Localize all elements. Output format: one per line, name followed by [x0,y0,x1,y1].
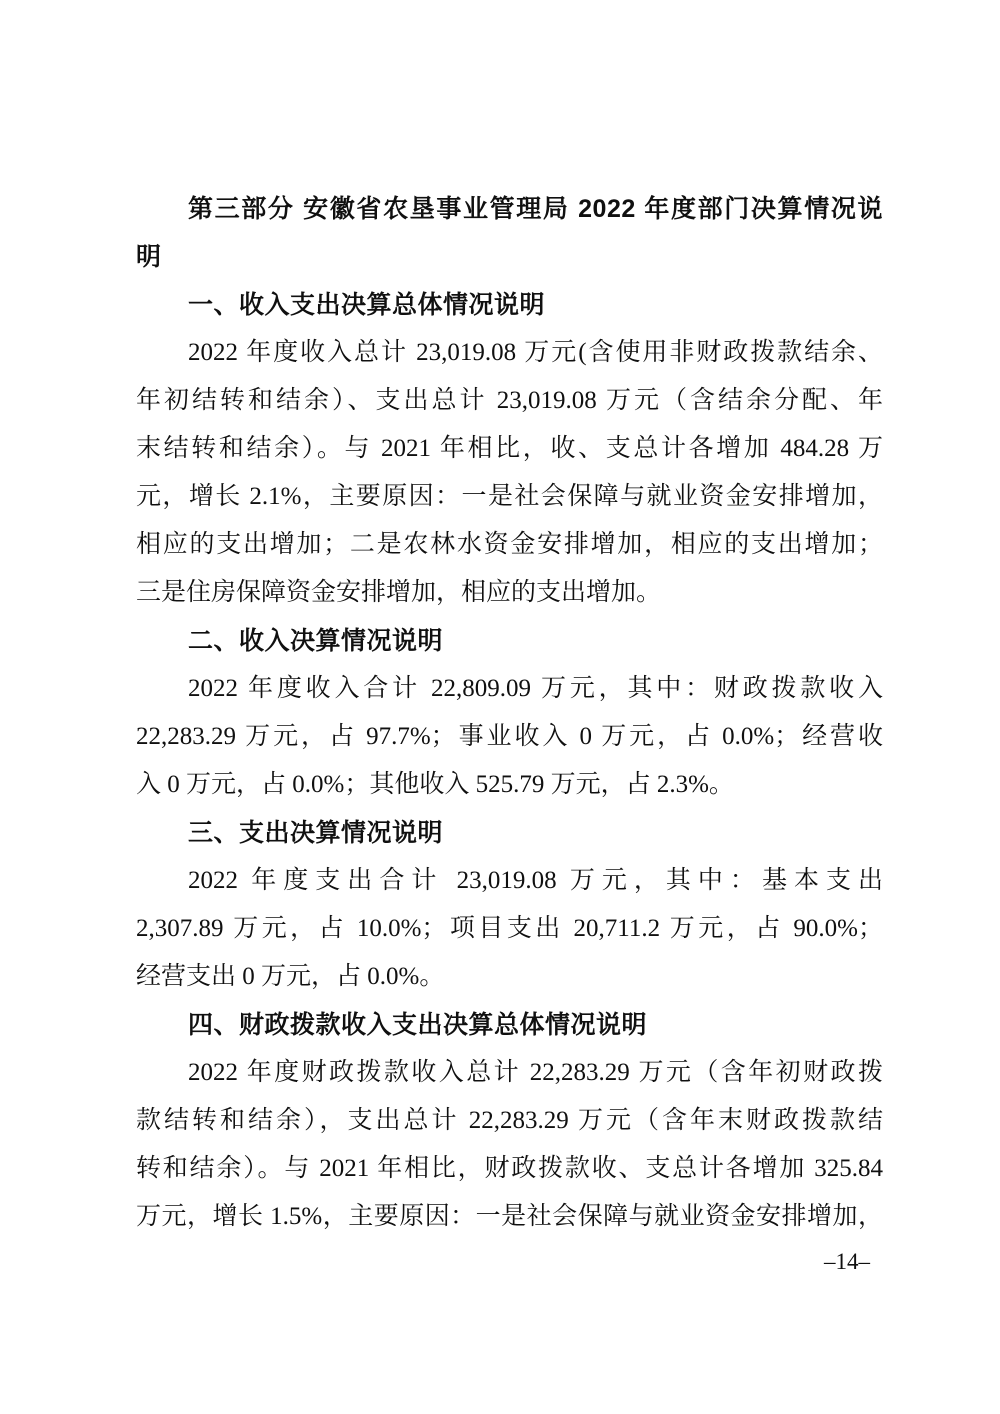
section-3-line: 经营支出 0 万元，占 0.0%。 [136,963,445,990]
section-4-line: 万元，增长 1.5%，主要原因：一是社会保障与就业资金安排增加， [136,1203,883,1230]
section-3-line: 2,307.89 万元，占 10.0%；项目支出 20,711.2 万元，占 90.0%； [136,915,883,942]
section-1-heading: 一、收入支出决算总体情况说明 [188,291,546,319]
section-1-line: 相应的支出增加；二是农林水资金安排增加，相应的支出增加； [136,531,883,558]
section-1-line: 末结转和结余）。与 2021 年相比，收、支总计各增加 484.28 万 [136,435,883,462]
section-4-line: 2022 年度财政拨款收入总计 22,283.29 万元（含年初财政拨 [188,1059,883,1086]
section-2-line: 2022 年度收入合计 22,809.09 万元，其中：财政拨款收入 [188,675,883,702]
document-body [136,185,883,1241]
section-3-line: 2022 年度支出合计 23,019.08 万元，其中：基本支出 [188,867,883,894]
section-4-line: 款结转和结余），支出总计 22,283.29 万元（含年末财政拨款结 [136,1107,883,1134]
document-title-line-1: 第三部分 安徽省农垦事业管理局 2022 年度部门决算情况说 [188,195,883,223]
section-4-line: 转和结余）。与 2021 年相比，财政拨款收、支总计各增加 325.84 [136,1155,883,1182]
document-title-line-2: 明 [136,243,162,271]
page-number: –14– [824,1249,870,1274]
section-2-heading: 二、收入决算情况说明 [188,627,444,655]
section-2-line: 入 0 万元，占 0.0%；其他收入 525.79 万元，占 2.3%。 [136,771,734,798]
section-3-heading: 三、支出决算情况说明 [188,819,444,847]
section-1-line: 2022 年度收入总计 23,019.08 万元(含使用非财政拨款结余、 [188,339,883,366]
section-1-line: 三是住房保障资金安排增加，相应的支出增加。 [136,579,662,606]
section-4-heading: 四、财政拨款收入支出决算总体情况说明 [188,1011,648,1039]
section-1-line: 元，增长 2.1%，主要原因：一是社会保障与就业资金安排增加， [136,483,883,510]
section-1-line: 年初结转和结余）、支出总计 23,019.08 万元（含结余分配、年 [136,387,883,414]
section-2-line: 22,283.29 万元，占 97.7%；事业收入 0 万元，占 0.0%；经营收 [136,723,883,750]
